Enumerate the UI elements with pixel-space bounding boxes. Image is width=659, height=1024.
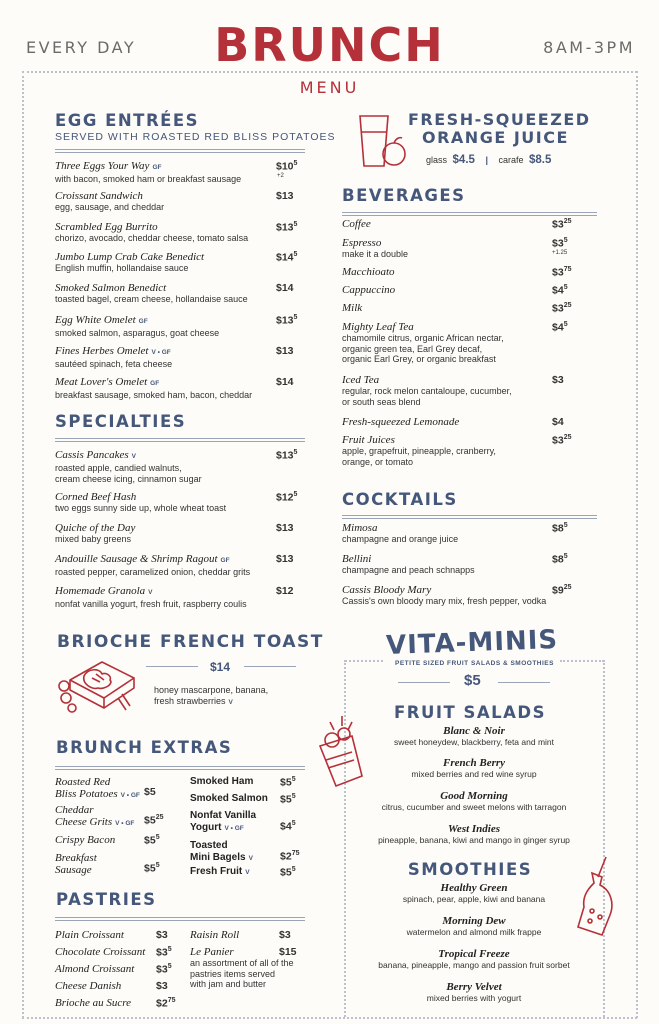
cocktail-item-desc: champagne and orange juice [342,534,459,544]
egg-entree-item [55,376,265,401]
pastries-heading: PASTRIES [56,890,157,909]
extra-item-name [55,834,145,846]
oj-separator: | [485,155,488,165]
specialty-item-name-text: Andouille Sausage & Shrimp Ragout [55,553,218,565]
extra-price: $\$5^5$ [144,862,160,875]
vita-rule-left [398,682,450,683]
egg-entree-item-desc: breakfast sausage, smoked ham, bacon, cheddar [55,390,253,400]
beverage-item-name-text: Fruit Juices [342,434,395,446]
oj-heading-line1: FRESH-SQUEEZED [408,110,591,129]
extra-item-tag: V [248,855,253,862]
border-bottom [22,1017,637,1019]
french-toast-price: $14 [210,660,231,674]
cocktail-price: $\$9^{25}$ [552,584,572,597]
vita-box-top-left [345,660,383,662]
fruit-salad-item-name: West Indies [447,823,501,835]
fruit-salad-item [345,823,603,845]
vita-minis-price: $5 [464,672,481,689]
extra-item-name-text: Breakfast Sausage [55,852,97,876]
fruit-salad-item-desc: mixed berries and red wine syrup [411,769,537,779]
egg-entree-item-desc: toasted bagel, cream cheese, hollandaise sauce [55,294,248,304]
specialty-item-name-text: Quiche of the Day [55,522,136,534]
beverage-item-name [342,284,542,296]
french-toast-heading: BRIOCHE FRENCH TOAST [57,632,324,652]
extra-item [55,834,145,846]
fruit-cup-icon [312,712,370,792]
specialty-item [55,449,270,484]
extra-item-name-text: Roasted Red Bliss Potatoes [55,776,118,800]
cocktail-item [342,584,552,607]
french-toast-desc-text: honey mascarpone, banana, fresh strawberries [154,685,269,706]
extra-item-tag: V • GF [224,825,244,832]
cocktail-item-desc: Cassis's own bloody mary mix, fresh pepper, vodka [342,596,547,606]
smoothie-item [345,981,603,1003]
french-toast-rule-left [146,666,198,667]
specialty-item-name [55,585,270,599]
vita-minis-title: VITA-MINIS [385,625,559,661]
beverage-item-name-text: Espresso [342,237,382,249]
specialty-item-name-text: Corned Beef Hash [55,491,137,503]
egg-entree-item-name-text: Meat Lover's Omelet [55,376,148,388]
oj-heading-line2: ORANGE JUICE [422,128,569,147]
fruit-salad-item-name: French Berry [442,757,506,769]
specialty-item-desc: mixed baby greens [55,534,132,544]
extra-price: $\$4^5$ [280,820,296,833]
egg-entree-price: $\$14^5$ [276,251,298,264]
cocktail-item [342,553,552,576]
smoothie-item-name: Morning Dew [442,915,506,927]
specialty-item-desc: nonfat vanilla yogurt, fresh fruit, raspberry coulis [55,599,247,609]
fruit-salads-heading: FRUIT SALADS [393,703,547,722]
smoothie-bottle-icon [572,855,622,940]
pastry-item-name-text: Brioche au Sucre [55,997,131,1009]
pastry-price: $3 [279,929,291,941]
egg-entree-item-name-text: Egg White Omelet [55,314,136,326]
egg-entree-price-note: +2 [277,173,284,179]
vita-minis-subtitle: PETITE SIZED FRUIT SALADS & SMOOTHIES [395,660,554,667]
french-toast-tag: V [228,698,233,706]
cocktail-item-name-text: Bellini [342,553,372,565]
beverage-item-name [342,416,542,428]
vita-box-top-right [560,660,604,662]
extra-price: $\$5^5$ [280,776,296,789]
pastry-item [55,980,155,992]
beverage-item-name-text: Fresh-squeezed Lemonade [342,416,460,428]
oj-carafe-label: carafe [498,155,524,165]
extra-item [55,804,145,830]
egg-entree-item-desc: sautéed spinach, feta cheese [55,359,173,369]
egg-entree-item-name [55,345,265,359]
beverage-item [342,434,542,467]
extra-price: $\$5^5$ [280,793,296,806]
header-right: 8AM-3PM [543,38,635,57]
beverage-item [342,374,542,407]
cocktail-item-name [342,522,552,534]
cocktail-item [342,522,552,545]
header-left: EVERY DAY [26,38,137,57]
extra-item-tag: V • GF [115,820,135,827]
specialty-price: $12 [276,585,294,597]
pastry-item-name-text: Plain Croissant [55,929,124,941]
extra-item-name-text: Toasted Mini Bagels [190,840,246,863]
extra-item [190,810,280,835]
specialty-item [55,553,270,578]
extra-item-name [190,810,280,835]
extra-item-tag: V [245,869,250,876]
extra-item-name-text: Cheddar Cheese Grits [55,804,113,828]
pastry-item-name-text: Chocolate Croissant [55,946,146,958]
fruit-salad-item-desc: pineapple, banana, kiwi and mango in ginger syrup [378,835,570,845]
egg-entree-item-tag: GF [152,164,162,171]
extra-item-name [55,804,145,830]
egg-entree-item-desc: with bacon, smoked ham or breakfast sausage [55,174,242,184]
specialty-item [55,491,270,514]
smoothie-item-name: Tropical Freeze [438,948,510,960]
specialties-heading: SPECIALTIES [55,412,187,431]
beverage-item-desc: make it a double [342,249,409,259]
pastry-item [55,997,155,1009]
brunch-extras-rule [55,766,305,770]
extra-item [190,793,280,805]
extra-price: $\$2^{75}$ [280,850,300,863]
beverage-price: $\$3^{25}$ [552,434,572,447]
beverage-price: $\$4^5$ [552,284,568,297]
beverages-heading: BEVERAGES [342,186,466,205]
fruit-salad-item-name: Blanc & Noir [443,725,505,737]
egg-entree-item [55,160,265,185]
egg-entree-item [55,282,265,305]
page-title: BRUNCH [214,18,445,72]
specialties-rule [55,438,305,442]
specialty-item [55,522,270,545]
specialty-price: $13 [276,553,294,565]
smoothie-item-name: Healthy Green [440,882,508,894]
specialty-item-tag: V [131,453,136,460]
beverage-item [342,302,542,314]
extra-item-name-text: Fresh Fruit [190,866,243,877]
egg-entree-item-name-text: Scrambled Egg Burrito [55,221,158,233]
egg-entree-item-name [55,282,265,294]
beverage-item-name-text: Mighty Leaf Tea [342,321,414,333]
oj-glass-price: $4.5 [452,154,475,166]
egg-entree-item [55,221,265,244]
extra-item-name-text: Smoked Salmon [190,793,268,804]
beverage-item [342,218,542,230]
beverage-item [342,284,542,296]
pastry-price: $3 [156,980,168,992]
extra-item-tag: V • GF [120,792,140,799]
smoothie-item-desc: watermelon and almond milk frappe [406,927,542,937]
beverage-item [342,321,542,365]
fruit-salad-item [345,790,603,812]
pastry-item-name-text: Le Panier [190,946,234,958]
pastry-item-name [55,946,155,958]
extra-price: $\$5^{25}$ [144,814,164,827]
beverage-item [342,237,542,260]
egg-entree-item [55,251,265,274]
pastry-price: $\$2^{75}$ [156,997,176,1010]
specialty-item-name-text: Homemade Granola [55,585,146,597]
beverage-item-name-text: Macchioato [342,266,395,278]
pastry-item-name-text: Almond Croissant [55,963,135,975]
pastry-item-name [55,929,155,941]
egg-entrees-rule [55,149,305,153]
beverage-item-desc: chamomile citrus, organic African nectar, organic green tea, Earl Grey decaf, organic Earl Grey, or organic breakfast [342,333,504,364]
specialty-item-name [55,449,270,463]
pastry-item-desc: an assortment of all of the pastries items served with jam and butter [190,958,294,989]
egg-entree-price: $13 [276,190,294,202]
extra-item [55,776,145,802]
pastry-item [55,929,155,941]
egg-entrees-subtitle: SERVED WITH ROASTED RED BLISS POTATOES [55,131,336,143]
cocktail-item-name-text: Cassis Bloody Mary [342,584,432,596]
extra-item-name [190,793,280,805]
oj-prices [426,155,551,166]
egg-entree-item-name [55,160,265,174]
egg-entree-item-desc: English muffin, hollandaise sauce [55,263,189,273]
fruit-salad-item-name: Good Morning [440,790,508,802]
egg-entree-price: $\$13^5$ [276,314,298,327]
egg-entree-item [55,345,265,370]
beverage-item-name-text: Iced Tea [342,374,380,386]
beverage-item-name-text: Milk [342,302,363,314]
fruit-salad-item [345,757,603,779]
smoothie-item-desc: spinach, pear, apple, kiwi and banana [402,894,546,904]
egg-entree-price: $\$10^5$ [276,160,298,173]
brunch-extras-heading: BRUNCH EXTRAS [56,738,233,757]
pastry-item [55,946,155,958]
smoothie-item-name: Berry Velvet [446,981,502,993]
specialty-item-name [55,491,270,503]
pastries-rule [55,917,305,921]
fruit-salad-item-desc: citrus, cucumber and sweet melons with tarragon [381,802,567,812]
extra-price: $5 [144,786,156,798]
egg-entree-price: $13 [276,345,294,357]
smoothie-item-desc: mixed berries with yogurt [426,993,522,1003]
egg-entree-item-name [55,221,265,233]
pastry-item-name [55,963,155,975]
egg-entree-item-desc: smoked salmon, asparagus, goat cheese [55,328,220,338]
extra-item-name [55,776,145,802]
specialty-price: $\$12^5$ [276,491,298,504]
beverage-price: $\$4^5$ [552,321,568,334]
beverage-item-desc: apple, grapefruit, pineapple, cranberry, orange, or tomato [342,446,496,467]
orange-juice-icon [352,110,412,170]
cocktails-heading: COCKTAILS [342,490,458,509]
beverage-item-name [342,321,542,333]
egg-entree-item-tag: V • GF [151,349,171,356]
extra-price: $\$5^5$ [144,834,160,847]
pastry-item-name [55,997,155,1009]
extra-item [190,776,280,788]
vita-rule-right [498,682,550,683]
egg-entree-price: $14 [276,282,294,294]
cocktail-price: $\$8^5$ [552,522,568,535]
beverage-price: $4 [552,416,564,428]
specialty-item-tag: V [148,589,153,596]
beverage-item [342,416,542,428]
specialty-item-desc: two eggs sunny side up, whole wheat toast [55,503,227,513]
egg-entree-item-name [55,314,265,328]
egg-entree-item-name-text: Fines Herbes Omelet [55,345,149,357]
specialty-item-name [55,553,270,567]
egg-entree-item-name-text: Three Eggs Your Way [55,160,150,172]
egg-entree-item-name-text: Jumbo Lump Crab Cake Benedict [55,251,205,263]
specialty-item [55,585,270,610]
egg-entree-item [55,190,265,213]
pastry-price: $\$3^5$ [156,946,172,959]
egg-entree-item-name [55,190,265,202]
french-toast-rule-right [244,666,296,667]
egg-entree-item-desc: chorizo, avocado, cheddar cheese, tomato salsa [55,233,249,243]
beverage-item-name [342,237,542,249]
specialty-item-name-text: Cassis Pancakes [55,449,129,461]
oj-carafe-price: $8.5 [529,154,552,166]
egg-entree-item-name-text: Smoked Salmon Benedict [55,282,167,294]
page-subtitle: MENU [299,78,360,97]
cocktails-rule [342,515,597,519]
beverage-price: $\$3^5$ [552,237,568,250]
smoothies-heading: SMOOTHIES [407,860,533,879]
specialty-item-name [55,522,270,534]
cocktail-item-name [342,553,552,565]
specialty-price: $\$13^5$ [276,449,298,462]
specialty-item-desc: roasted apple, candied walnuts, cream cheese icing, cinnamon sugar [55,463,202,484]
beverage-item-name-text: Coffee [342,218,371,230]
beverage-price: $3 [552,374,564,386]
beverage-item-name [342,266,542,278]
egg-entree-item-desc: egg, sausage, and cheddar [55,202,165,212]
pastry-price: $15 [279,946,297,958]
pastry-item-name [55,980,155,992]
extra-item-name-text: Nonfat Vanilla Yogurt [190,810,257,833]
beverage-item-name-text: Cappuccino [342,284,396,296]
extra-item-name [190,776,280,788]
egg-entree-price: $\$13^5$ [276,221,298,234]
egg-entree-item-name [55,376,265,390]
specialty-item-tag: GF [220,557,230,564]
egg-entree-item-name-text: Croissant Sandwich [55,190,143,202]
egg-entree-item [55,314,265,339]
oj-glass-label: glass [426,155,448,165]
pastry-price: $3 [156,929,168,941]
beverage-item [342,266,542,278]
cocktail-item-desc: champagne and peach schnapps [342,565,475,575]
beverage-item-name [342,374,542,386]
egg-entree-price: $14 [276,376,294,388]
fruit-salad-item [345,725,603,747]
cocktail-price: $\$8^5$ [552,553,568,566]
fruit-salad-item-desc: sweet honeydew, blackberry, feta and mint [393,737,554,747]
pastry-item-name-text: Raisin Roll [190,929,240,941]
beverage-price: $\$3^{75}$ [552,266,572,279]
egg-entree-item-tag: GF [138,318,148,325]
cocktail-item-name [342,584,552,596]
pastry-item-name-text: Cheese Danish [55,980,122,992]
beverage-price-note: +1.25 [552,250,568,256]
smoothie-item-desc: banana, pineapple, mango and passion fruit sorbet [378,960,570,970]
smoothie-item [345,948,603,970]
pastry-price: $\$3^5$ [156,963,172,976]
cocktail-item-name-text: Mimosa [342,522,378,534]
egg-entree-item-name [55,251,265,263]
smoothie-item [345,915,603,937]
extra-price: $\$5^5$ [280,866,296,879]
beverage-item-name [342,302,542,314]
beverage-price: $\$3^{25}$ [552,302,572,315]
specialty-item-desc: roasted pepper, caramelized onion, cheddar grits [55,567,251,577]
beverage-item-name [342,434,542,446]
smoothie-item [345,882,603,904]
beverage-price: $\$3^{25}$ [552,218,572,231]
extra-item-name-text: Crispy Bacon [55,834,116,846]
egg-entree-item-tag: GF [150,380,160,387]
beverage-item-desc: regular, rock melon cantaloupe, cucumber, or south seas blend [342,386,512,407]
beverages-rule [342,212,597,216]
specialty-price: $13 [276,522,294,534]
beverage-item-name [342,218,542,230]
egg-entrees-heading: EGG ENTRÉES [55,111,200,130]
extra-item-name-text: Smoked Ham [190,776,254,787]
pastry-item [55,963,155,975]
